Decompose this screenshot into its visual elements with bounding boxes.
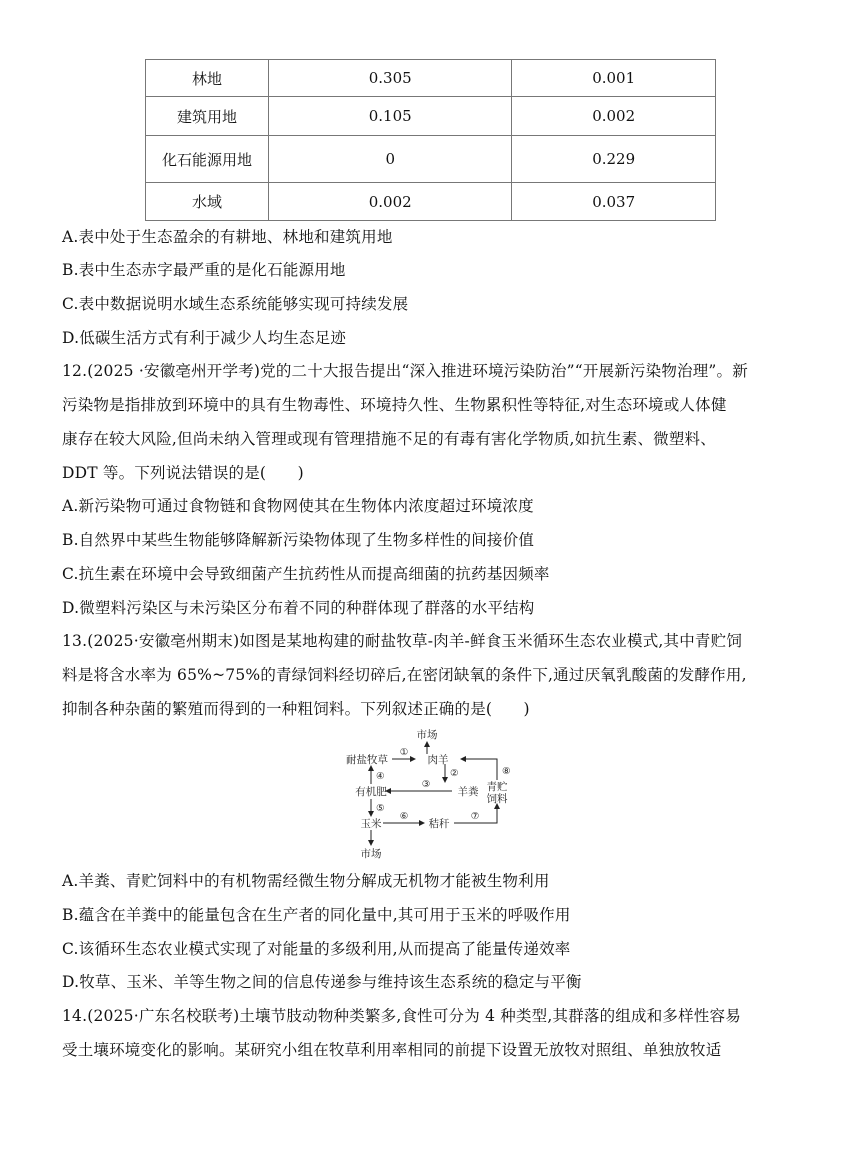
grass-node: 耐盐牧草 — [346, 754, 388, 766]
corn-node: 玉米 — [360, 818, 382, 830]
fertilizer-node: 有机肥 — [355, 786, 387, 798]
q13-option-c: C.该循环生态农业模式实现了对能量的多级利用,从而提高了能量传递效率 — [62, 940, 571, 958]
q12-option-b: B.自然界中某些生物能够降解新污染物体现了生物多样性的间接价值 — [62, 531, 535, 549]
table-cell: 0.105 — [269, 97, 512, 136]
arrow-number-5: ⑤ — [376, 803, 385, 814]
q14-stem-line: 受土壤环境变化的影响。某研究小组在牧草利用率相同的前提下设置无放牧对照组、单独放牧适 — [62, 1041, 722, 1059]
q12-option-d: D.微塑料污染区与未污染区分布着不同的种群体现了群落的水平结构 — [62, 599, 535, 617]
q11-option-a: A.表中处于生态盈余的有耕地、林地和建筑用地 — [62, 228, 393, 246]
sheep-node: 肉羊 — [427, 754, 449, 766]
q12-stem-line: 污染物是指排放到环境中的具有生物毒性、环境持久性、生物累积性等特征,对生态环境或人体健 — [62, 396, 727, 414]
table-cell: 化石能源用地 — [146, 136, 269, 183]
q14-stem-line: 14.(2025·广东名校联考)土壤节肢动物种类繁多,食性可分为 4 种类型,其群落的组成和多样性容易 — [62, 1007, 741, 1025]
arrow-number-3: ③ — [421, 779, 431, 790]
q12-stem-line: 康存在较大风险,但尚未纳入管理或现有管理措施不足的有毒有害化学物质,如抗生素、微塑料、 — [62, 430, 716, 448]
q12-option-c: C.抗生素在环境中会导致细菌产生抗药性从而提高细菌的抗药基因频率 — [62, 565, 550, 583]
table-row — [146, 97, 716, 136]
market-top-label: 市场 — [416, 729, 438, 741]
table-cell: 0.229 — [512, 136, 716, 183]
table-row — [146, 60, 716, 97]
arrow-number-6: ⑥ — [399, 811, 409, 822]
q11-option-d: D.低碳生活方式有利于减少人均生态足迹 — [62, 329, 347, 347]
q12-option-a: A.新污染物可通过食物链和食物网使其在生物体内浓度超过环境浓度 — [62, 497, 534, 515]
q13-option-b: B.蕴含在羊粪中的能量包含在生产者的同化量中,其可用于玉米的呼吸作用 — [62, 906, 571, 924]
table-cell: 0.002 — [269, 183, 512, 221]
q13-stem-line: 料是将含水率为 65%~75%的青绿饲料经切碎后,在密闭缺氧的条件下,通过厌氧乳酸菌的发酵作用, — [62, 666, 747, 684]
q12-stem-line: 12.(2025 ·安徽亳州开学考)党的二十大报告提出“深入推进环境污染防治”“开展新污染物治理”。新 — [62, 362, 748, 380]
ecological-cycle-diagram — [340, 728, 530, 860]
table-cell: 0.305 — [269, 60, 512, 97]
q13-stem-line: 抑制各种杂菌的繁殖而得到的一种粗饲料。下列叙述正确的是( ) — [62, 700, 530, 718]
arrow-number-2: ② — [450, 768, 459, 779]
q13-option-a: A.羊粪、青贮饲料中的有机物需经微生物分解成无机物才能被生物利用 — [62, 872, 550, 890]
table-cell: 0.002 — [512, 97, 716, 136]
silage-node-line2: 饲料 — [486, 793, 508, 805]
q12-stem-line: DDT 等。下列说法错误的是( ) — [62, 464, 304, 482]
table-cell: 建筑用地 — [146, 97, 269, 136]
ecological-footprint-table — [145, 59, 716, 221]
q13-stem-line: 13.(2025·安徽亳州期末)如图是某地构建的耐盐牧草-肉羊-鲜食玉米循环生态农业模式,其中青贮饲 — [62, 632, 743, 650]
table-cell: 0 — [269, 136, 512, 183]
manure-node: 羊粪 — [457, 786, 479, 798]
arrow-number-4: ④ — [376, 771, 385, 782]
q13-option-d: D.牧草、玉米、羊等生物之间的信息传递参与维持该生态系统的稳定与平衡 — [62, 973, 582, 991]
table-cell: 0.001 — [512, 60, 716, 97]
arrow-8 — [461, 759, 497, 780]
q11-option-c: C.表中数据说明水域生态系统能够实现可持续发展 — [62, 295, 409, 313]
table-row — [146, 183, 716, 221]
table-row — [146, 136, 716, 183]
straw-node: 秸秆 — [428, 818, 450, 830]
arrow-number-1: ① — [399, 747, 409, 758]
table-cell: 林地 — [146, 60, 269, 97]
table-cell: 水域 — [146, 183, 269, 221]
table-cell: 0.037 — [512, 183, 716, 221]
market-bottom-label: 市场 — [360, 848, 382, 860]
arrow-number-8: ⑧ — [502, 766, 511, 777]
q11-option-b: B.表中生态赤字最严重的是化石能源用地 — [62, 261, 346, 279]
arrow-number-7: ⑦ — [470, 811, 480, 822]
silage-node-line1: 青贮 — [486, 781, 508, 793]
